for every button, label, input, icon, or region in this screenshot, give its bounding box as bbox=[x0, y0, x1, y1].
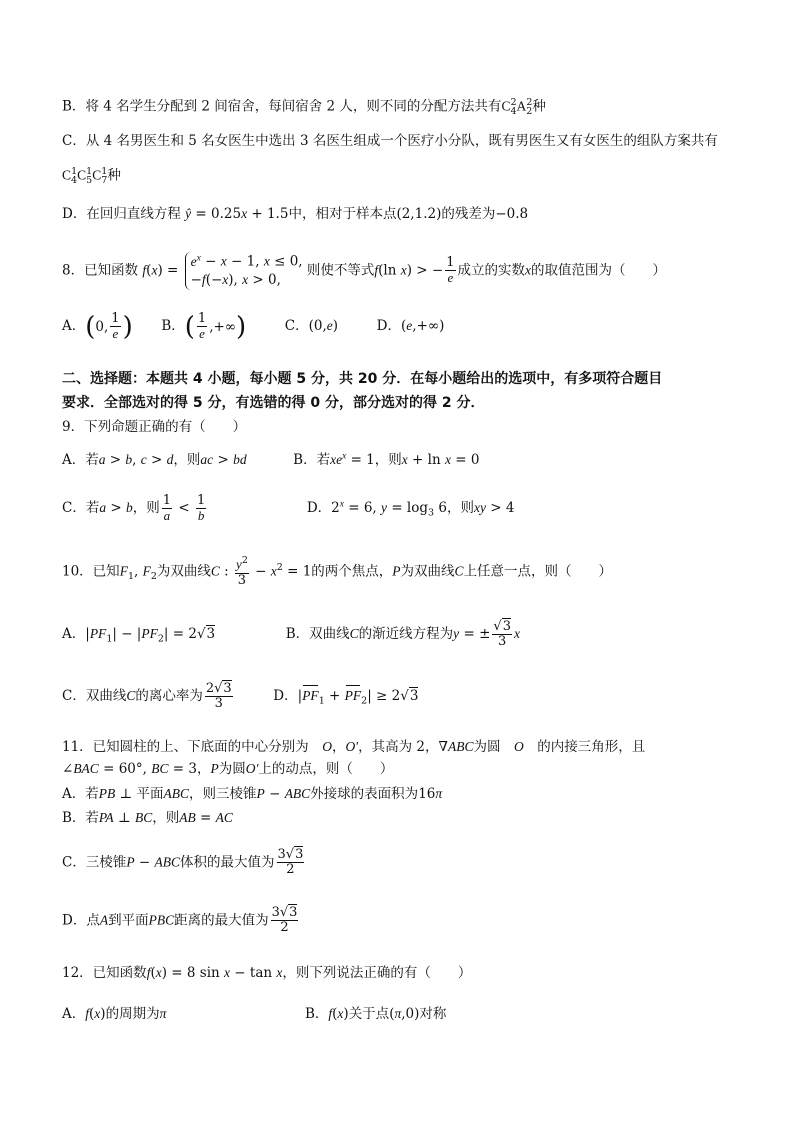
q8-option-a: A． ( 0, $\frac{1}{e}$ ) bbox=[62, 311, 133, 342]
q9-option-a: A．若a > b, c > d，则ac > bd bbox=[62, 451, 247, 468]
piecewise-brace: $e^x - x - 1$, x ≤ 0, −f(−x), x > 0, bbox=[185, 252, 303, 290]
q8-stem: 8．已知函数 f(x) = $e^x - x - 1$, x ≤ 0, −f(−x), x > 0, 则使不等式f(ln x) > − $\frac{1}{e}$ 成立的实数x的取值范围为（ ） bbox=[62, 253, 666, 289]
q9-options-cd bbox=[62, 494, 514, 524]
q10-options-cd bbox=[62, 682, 418, 712]
section-2-heading: 二、选择题：本题共 4 小题，每小题 5 分，共 20 分．在每小题给出的选项中，有多项符合题目 bbox=[62, 371, 663, 387]
q8-option-b: B． ( $\frac{1}{e}$ ,+∞ ) bbox=[161, 311, 247, 342]
q12-option-a: A．f(x)的周期为π bbox=[62, 1006, 167, 1022]
q7-option-b: B．将 4 名学生分配到 2 间宿舍，每间宿舍 2 人，则不同的分配方法共有$C_4^2A_2^2$种 bbox=[62, 97, 546, 118]
q10-options-ab bbox=[62, 620, 520, 650]
q12-options-ab bbox=[62, 1006, 446, 1022]
q10-option-d: D．$|PF_1 + PF_2| \ge 2√3$ bbox=[273, 688, 419, 707]
q12-option-b: B．f(x)关于点(π,0)对称 bbox=[304, 1006, 447, 1022]
q10-stem: 10．已知$F_1$, $F_2$为双曲线C : $\frac{y^2}{3}$ − $x^2 = 1$的两个焦点，P为双曲线C上任意一点，则（ ） bbox=[62, 555, 613, 588]
q7-option-c-cont: $C_4^1C_5^1C_7^1$种 bbox=[62, 166, 121, 187]
q8-options bbox=[62, 312, 444, 342]
q7-option-d: D．在回归直线方程 ŷ = 0.25x + 1.5中，相对于样本点(2,1.2)的残差为−0.8 bbox=[62, 206, 529, 222]
q9-options-ab bbox=[62, 451, 479, 468]
q12-stem: 12．已知函数f(x) = 8 sin x − tan x，则下列说法正确的有（ ） bbox=[62, 965, 472, 981]
q10-option-b: B．双曲线C的渐近线方程为y = ± $\frac{√3}{3}$ x bbox=[285, 619, 520, 650]
q11-option-c: C．三棱锥P − ABC体积的最大值为 $\frac{3√3}{2}$ bbox=[62, 847, 304, 878]
q11-option-a: A．若PB ⊥ 平面ABC，则三棱锥P − ABC外接球的表面积为16π bbox=[62, 786, 443, 802]
q10-option-a: A．$|PF_1| - |PF_2| = 2√3$ bbox=[62, 626, 216, 645]
q9-option-b: B．若$xe^x = 1$，则x + ln x = 0 bbox=[293, 451, 480, 468]
section-2-heading-cont: 要求．全部选对的得 5 分，有选错的得 0 分，部分选对的得 2 分． bbox=[62, 395, 485, 411]
q11-option-b: B．若PA ⊥ BC，则AB = AC bbox=[62, 810, 233, 826]
q7-option-c: C．从 4 名男医生和 5 名女医生中选出 3 名医生组成一个医疗小分队，既有男医生又有女医生的组队方案共有 bbox=[62, 133, 718, 149]
q11-stem: 11．已知圆柱的上、下底面的中心分别为 O，O′，其高为 2，∇ABC为圆 O 的内接三角形，且 bbox=[62, 739, 646, 755]
q9-stem: 9．下列命题正确的有（ ） bbox=[62, 419, 247, 435]
q11-stem-cont: ∠BAC = 60°, BC = 3，P为圆O′上的动点，则（ ） bbox=[62, 761, 394, 777]
q8-option-c: C．(0,e) bbox=[284, 318, 339, 335]
q8-option-d: D．(e,+∞) bbox=[376, 318, 445, 335]
q10-option-c: C．双曲线C的离心率为 $\frac{2√3}{3}$ bbox=[62, 681, 232, 712]
q11-option-d: D．点A到平面PBC距离的最大值为 $\frac{3√3}{2}$ bbox=[62, 905, 298, 936]
q9-option-c: C．若a > b，则 $\frac{1}{a}$ < $\frac{1}{b}$ bbox=[62, 493, 206, 524]
q9-option-d: D．$2^x = 6$, $y = \log_3 6$，则xy > 4 bbox=[306, 499, 515, 519]
